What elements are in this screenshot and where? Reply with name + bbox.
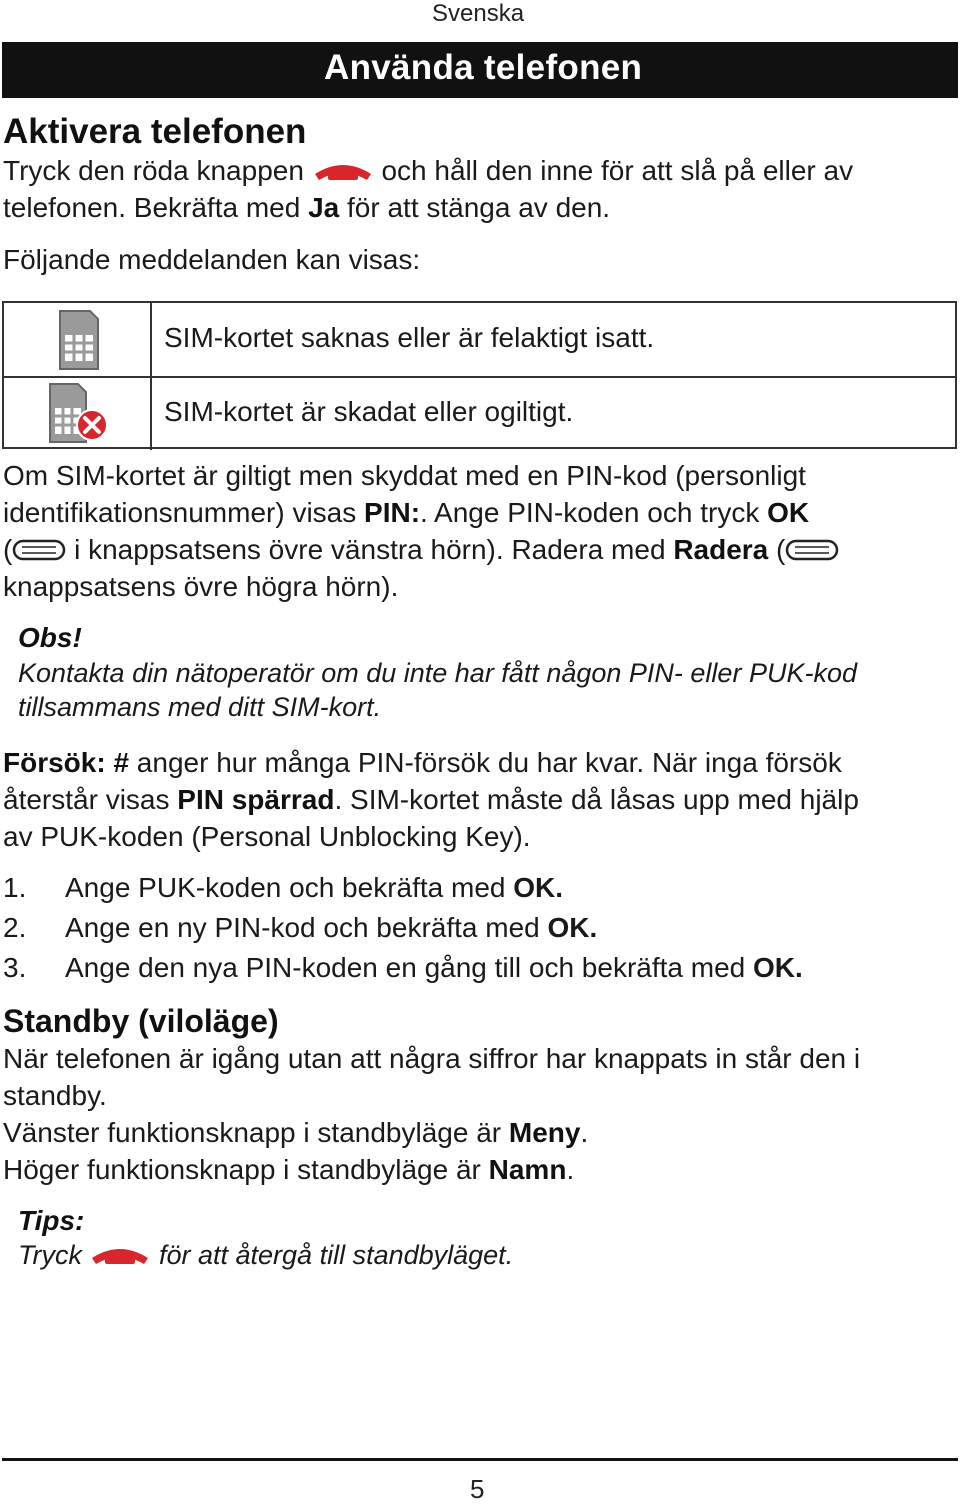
text-segment: Vänster funktionsknapp i standbyläge är [3, 1117, 509, 1148]
text-segment: återstår visas [3, 784, 178, 815]
bold-term-meny: Meny [508, 1117, 581, 1148]
bold-term-forsok: Försök: # [3, 747, 130, 778]
section-heading-activate: Aktivera telefonen [3, 112, 307, 151]
pin-paragraph-line4: knappsatsens övre högra hörn). [3, 571, 399, 602]
bold-term-radera: Radera [673, 534, 769, 565]
text-segment: Ange en ny PIN-kod och bekräfta med [65, 912, 548, 943]
list-number: 1. [3, 872, 27, 903]
text-segment: Tryck den röda knappen [3, 155, 312, 186]
standby-line3 [3, 1114, 953, 1151]
text-segment: . [795, 952, 803, 983]
bold-term-namn: Namn [488, 1154, 567, 1185]
standby-line2: standby. [3, 1080, 107, 1111]
text-segment: i knappsatsens övre vänstra hörn). Radera med [66, 534, 674, 565]
text-segment: Ange den nya PIN-koden en gång till och bekräfta med [65, 952, 753, 983]
activate-paragraph-line2 [3, 189, 953, 226]
text-segment: . [555, 872, 564, 903]
sim-messages-table [2, 301, 957, 449]
text-segment: . Ange PIN-koden och tryck [420, 497, 768, 528]
pin-paragraph-line3 [3, 531, 953, 570]
chapter-banner [2, 42, 958, 98]
standby-line4 [3, 1151, 953, 1188]
text-segment: för att stänga av den. [339, 192, 611, 223]
attempts-line1 [3, 744, 953, 781]
list-item [3, 909, 597, 946]
list-item [3, 869, 563, 906]
attempts-line2 [3, 781, 953, 818]
standby-line1: När telefonen är igång utan att några siffror har knappats in står den i [3, 1043, 861, 1074]
bold-term-pin-sparrad: PIN spärrad [177, 784, 335, 815]
activate-paragraph-line1 [3, 152, 953, 191]
list-item [3, 949, 803, 986]
sim-card-icon [58, 309, 100, 376]
red-end-key-icon [89, 1240, 151, 1274]
list-number: 2. [3, 912, 27, 943]
text-segment: . [589, 912, 598, 943]
sim-message-text: SIM-kortet är skadat eller ogiltigt. [164, 396, 574, 427]
bold-term-pin: PIN: [364, 497, 421, 528]
text-segment: Tryck [18, 1240, 90, 1270]
text-segment: ( [768, 534, 786, 565]
text-segment: Höger funktionsknapp i standbyläge är [3, 1154, 489, 1185]
text-segment: för att återgå till standbyläget. [151, 1240, 514, 1270]
table-icon-cell [4, 377, 152, 450]
text-segment: . [566, 1154, 575, 1185]
bold-term-ok: OK [513, 872, 556, 903]
bold-term-ja: Ja [308, 192, 340, 223]
section-heading-standby: Standby (viloläge) [3, 1003, 279, 1039]
page-number: 5 [470, 1474, 485, 1504]
sim-card-error-icon [48, 382, 110, 449]
bold-term-ok: OK [767, 497, 810, 528]
tips-title: Tips: [18, 1205, 85, 1236]
attempts-line3: av PUK-koden (Personal Unblocking Key). [3, 821, 531, 852]
red-end-key-icon [312, 154, 374, 191]
text-segment: telefonen. Bekräfta med [3, 192, 309, 223]
text-segment: Ange PUK-koden och bekräfta med [65, 872, 514, 903]
note-line2: tillsammans med ditt SIM-kort. [18, 692, 382, 722]
tips-text [18, 1238, 513, 1274]
text-segment: ( [3, 534, 13, 565]
text-segment: anger hur många PIN-försök du har kvar. När inga försök [129, 747, 842, 778]
list-number: 3. [3, 952, 27, 983]
text-segment: identifikationsnummer) visas [3, 497, 365, 528]
note-title: Obs! [18, 622, 82, 653]
language-label: Svenska [432, 0, 525, 27]
note-line1: Kontakta din nätoperatör om du inte har fått någon PIN- eller PUK-kod [18, 658, 857, 688]
chapter-title: Använda telefonen [324, 48, 643, 87]
text-segment: och håll den inne för att slå på eller av [373, 155, 854, 186]
table-row [4, 377, 955, 450]
table-icon-cell [4, 303, 152, 376]
sim-message-text: SIM-kortet saknas eller är felaktigt isatt. [164, 322, 655, 353]
footer-divider [2, 1458, 958, 1461]
left-soft-key-icon [12, 533, 66, 570]
text-segment: . SIM-kortet måste då låsas upp med hjälp [334, 784, 859, 815]
pin-paragraph-line1: Om SIM-kortet är giltigt men skyddat med en PIN-kod (personligt [3, 460, 806, 491]
bold-term-ok: OK [753, 952, 795, 983]
bold-term-ok: OK [547, 912, 590, 943]
table-row [4, 303, 955, 378]
messages-intro: Följande meddelanden kan visas: [3, 244, 421, 275]
text-segment: . [580, 1117, 589, 1148]
pin-paragraph-line2 [3, 494, 953, 531]
right-soft-key-icon [785, 533, 839, 570]
